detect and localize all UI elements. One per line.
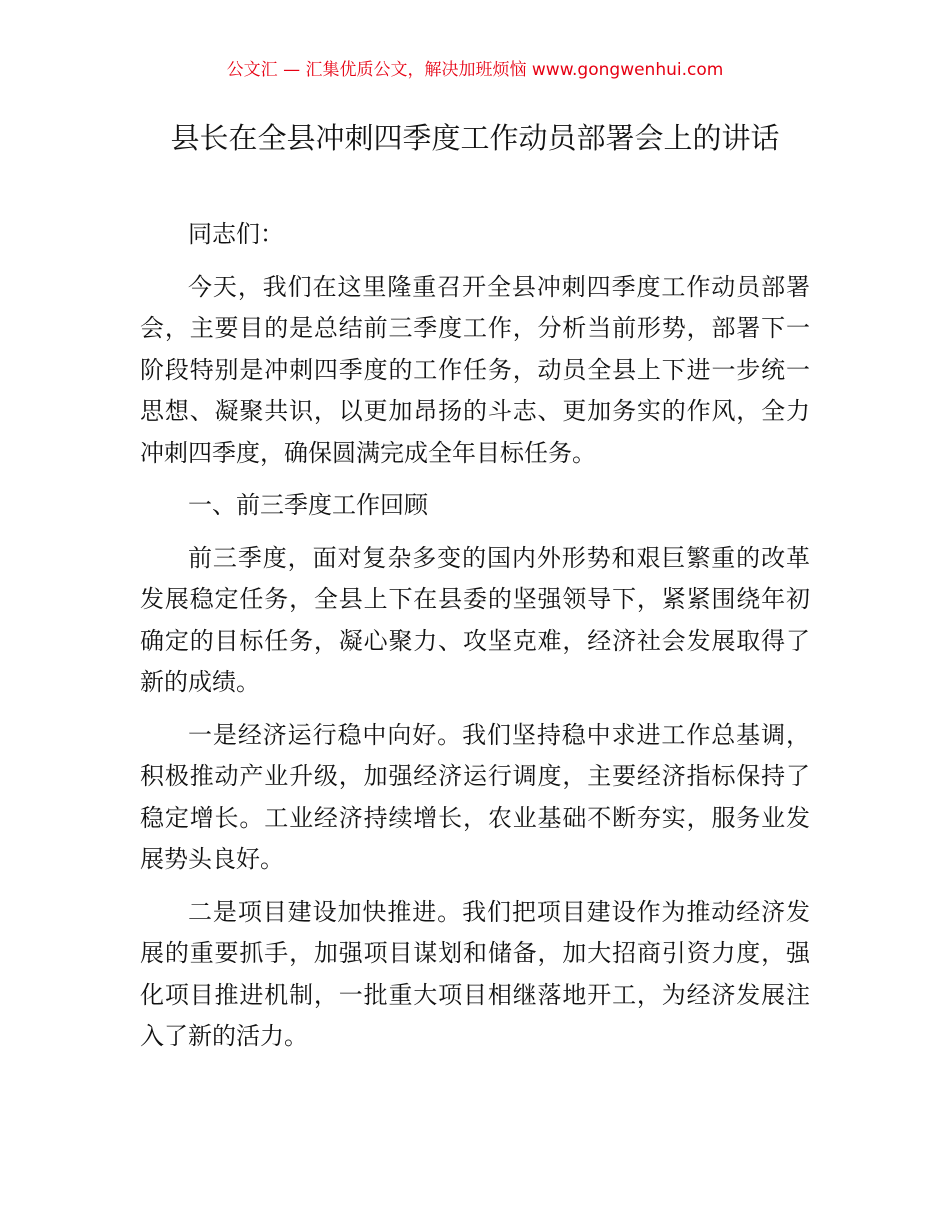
document-body	[140, 214, 810, 1058]
salutation-paragraph: 同志们：	[188, 220, 284, 248]
intro-paragraph: 今天，我们在这里隆重召开全县冲刺四季度工作动员部署会，主要目的是总结前三季度工作，分析当前形势，部署下一阶段特别是冲刺四季度的工作任务，动员全县上下进一步统一思想、凝聚共识，以更加昂扬的斗志、更加务实的作风，全力冲刺四季度，确保圆满完成全年目标任务。	[140, 272, 810, 467]
site-banner: 公文汇 — 汇集优质公文，解决加班烦恼 www.gongwenhui.com	[226, 60, 724, 80]
projects-paragraph: 二是项目建设加快推进。我们把项目建设作为推动经济发展的重要抓手，加强项目谋划和储备，加大招商引资力度，强化项目推进机制，一批重大项目相继落地开工，为经济发展注入了新的活力。	[140, 897, 810, 1050]
review-paragraph: 前三季度，面对复杂多变的国内外形势和艰巨繁重的改革发展稳定任务，全县上下在县委的坚强领导下，紧紧围绕年初确定的目标任务，凝心聚力、攻坚克难，经济社会发展取得了新的成绩。	[140, 543, 810, 696]
document-title: 县长在全县冲刺四季度工作动员部署会上的讲话	[170, 121, 780, 155]
section-heading: 一、前三季度工作回顾	[188, 491, 428, 519]
economy-paragraph: 一是经济运行稳中向好。我们坚持稳中求进工作总基调，积极推动产业升级，加强经济运行调度，主要经济指标保持了稳定增长。工业经济持续增长，农业基础不断夯实，服务业发展势头良好。	[140, 720, 810, 873]
